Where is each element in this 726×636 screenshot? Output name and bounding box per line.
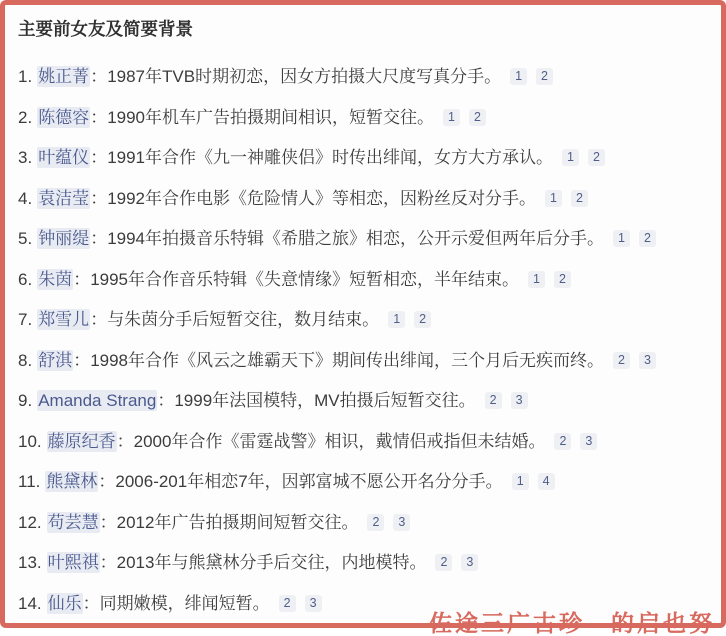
list-item [18,148,711,167]
item-description: 1995年合作音乐特辑《失意情缘》短暂相恋，半年结束。 [90,269,520,289]
person-link[interactable]: 叶蕴仪 [38,148,90,167]
citation-badge[interactable]: 3 [639,352,656,369]
item-number: 2. [18,107,33,127]
citation-badge[interactable]: 2 [639,230,656,247]
item-description: 同期嫩模，绯闻短暂。 [99,593,270,613]
separator-colon: ： [90,229,108,248]
ex-girlfriend-list [18,67,711,613]
item-description: 1990年机车广告拍摄期间相识，短暂交往。 [107,107,435,127]
item-number: 13. [18,553,42,572]
item-description: 与朱茵分手后短暂交往，数月结束。 [107,310,380,329]
list-item [18,391,711,410]
citation-badge[interactable]: 1 [512,473,529,490]
person-link[interactable]: 舒淇 [38,350,73,370]
item-number: 11. [18,472,41,491]
separator-colon: ： [157,391,175,410]
citation-badge[interactable]: 2 [485,392,502,409]
citation-badge[interactable]: 2 [613,352,630,369]
citation-badge[interactable]: 4 [538,473,555,490]
item-number: 1. [18,67,33,86]
citation-badge[interactable]: 2 [554,271,571,288]
item-description: 2006-201年相恋7年，因郭富城不愿公开名分分手。 [115,472,503,491]
citation-badge[interactable]: 1 [528,271,545,288]
citation-badge[interactable]: 1 [613,230,630,247]
citation-badge[interactable]: 3 [393,514,410,531]
list-item [18,108,711,127]
person-link[interactable]: Amanda Strang [38,391,157,410]
item-description: 1998年合作《风云之雄霸天下》期间传出绯闻，三个月后无疾而终。 [90,350,605,370]
citation-badge[interactable]: 1 [562,149,579,166]
person-link[interactable]: 熊黛林 [46,472,98,491]
page-title: 主要前女友及简要背景 [18,19,193,39]
citation-badge[interactable]: 1 [443,109,460,126]
list-item [18,270,711,289]
item-number: 3. [18,148,33,167]
citation-badge[interactable]: 3 [305,595,322,612]
citation-badge[interactable]: 2 [536,68,553,85]
watermark [429,610,715,636]
separator-colon: ： [99,553,117,572]
item-description: 2012年广告拍摄期间短暂交往。 [116,512,359,532]
citation-badge[interactable]: 1 [545,190,562,207]
separator-colon: ： [73,269,91,289]
item-description: 2013年与熊黛林分手后交往，内地模特。 [116,553,427,572]
citation-badge[interactable]: 1 [510,68,527,85]
separator-colon: ： [73,350,91,370]
list-item [18,229,711,248]
person-link[interactable]: 仙乐 [47,593,82,613]
citation-badge[interactable]: 2 [554,433,571,450]
separator-colon: ： [98,472,116,491]
list-item [18,432,711,451]
citation-badge[interactable]: 3 [511,392,528,409]
person-link[interactable]: 郑雪儿 [38,310,90,329]
person-link[interactable]: 藤原纪香 [47,431,116,451]
person-link[interactable]: 姚正菁 [38,67,90,86]
list-item [18,67,711,86]
citation-badge[interactable]: 3 [580,433,597,450]
item-description: 1994年拍摄音乐特辑《希腊之旅》相恋，公开示爱但两年后分手。 [107,229,605,248]
citation-badge[interactable]: 2 [414,311,431,328]
citation-badge[interactable]: 2 [435,554,452,571]
citation-badge[interactable]: 2 [367,514,384,531]
separator-colon: ： [82,593,100,613]
item-description: 1991年合作《九一神雕侠侣》时传出绯闻，女方大方承认。 [107,148,554,167]
item-number: 5. [18,229,33,248]
item-description: 1992年合作电影《危险情人》等相恋，因粉丝反对分手。 [107,188,537,208]
separator-colon: ： [90,67,108,86]
list-item [18,553,711,572]
citation-badge[interactable]: 2 [469,109,486,126]
separator-colon: ： [90,107,108,127]
citation-badge[interactable]: 2 [279,595,296,612]
list-item [18,594,711,613]
citation-badge[interactable]: 2 [588,149,605,166]
separator-colon: ： [90,188,108,208]
item-description: 1999年法国模特，MV拍摄后短暂交往。 [174,391,476,410]
item-number: 6. [18,269,33,289]
list-item [18,189,711,208]
list-item [18,310,711,329]
citation-badge[interactable]: 2 [571,190,588,207]
person-link[interactable]: 袁洁莹 [38,188,90,208]
citation-badge[interactable]: 3 [461,554,478,571]
separator-colon: ： [99,512,117,532]
separator-colon: ： [90,310,108,329]
person-link[interactable]: 叶熙祺 [47,553,99,572]
separator-colon: ： [90,148,108,167]
item-description: 1987年TVB时期初恋，因女方拍摄大尺度写真分手。 [107,67,502,86]
item-number: 10. [18,431,42,451]
person-link[interactable]: 朱茵 [38,269,73,289]
item-number: 4. [18,188,33,208]
item-number: 12. [18,512,42,532]
separator-colon: ： [116,431,134,451]
list-item [18,513,711,532]
citation-badge[interactable]: 1 [388,311,405,328]
person-link[interactable]: 苟芸慧 [47,512,99,532]
person-link[interactable]: 陈德容 [38,107,90,127]
item-number: 7. [18,310,33,329]
item-number: 8. [18,350,33,370]
item-number: 14. [18,593,42,613]
list-item [18,472,711,491]
list-item [18,351,711,370]
person-link[interactable]: 钟丽缇 [38,229,90,248]
item-number: 9. [18,391,33,410]
item-description: 2000年合作《雷霆战警》相识，戴情侣戒指但未结婚。 [133,431,546,451]
watermark-text: 佐途三广古珍—的启也努 [429,610,715,636]
